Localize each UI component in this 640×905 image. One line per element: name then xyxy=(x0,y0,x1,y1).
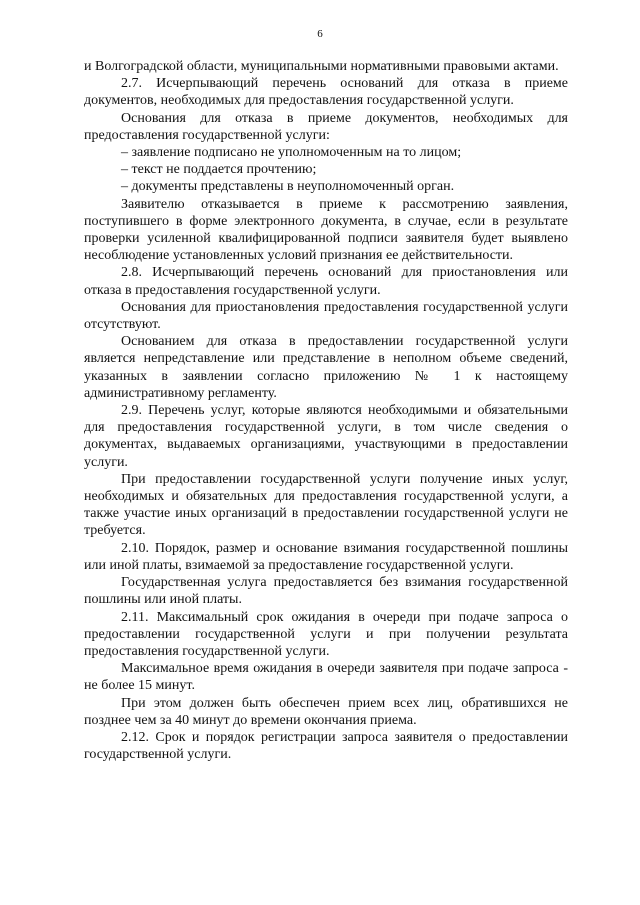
paragraph-2-9-heading: 2.9. Перечень услуг, которые являются необходимыми и обязательными для предоставления государственной услуги, в том числе сведения о документах, выдаваемых организациями, участвующими в предоставлении услуги. xyxy=(84,403,568,470)
paragraph-no-suspension: Основания для приостановления предоставления государственной услуги отсутствуют. xyxy=(84,299,568,333)
paragraph-reception-guarantee: При этом должен быть обеспечен прием всех лиц, обратившихся не позднее чем за 40 минут до времени окончания приема. xyxy=(84,695,568,728)
paragraph-2-10-heading: 2.10. Порядок, размер и основание взимания государственной пошлины или иной платы, взимаемой за предоставление государственной услуги. xyxy=(84,540,568,573)
paragraph-max-wait: Максимальное время ожидания в очереди заявителя при подаче запроса - не более 15 минут. xyxy=(84,661,568,694)
list-item-unreadable-text: – текст не поддается прочтению; xyxy=(121,162,317,178)
paragraph-2-11-heading: 2.11. Максимальный срок ожидания в очереди при подаче запроса о предоставлении государственной услуги и при получении результата предоставления государственной услуги. xyxy=(84,609,568,659)
paragraph-2-12-heading: 2.12. Срок и порядок регистрации запроса заявителя о предоставлении государственной услуги. xyxy=(84,729,568,763)
paragraph-grounds-refusal: Основания для отказа в приеме документов, необходимых для предоставления государственной услуги: xyxy=(84,110,568,143)
paragraph-2-8-heading: 2.8. Исчерпывающий перечень оснований для приостановления или отказа в предоставления государственной услуги. xyxy=(84,265,568,298)
paragraph-2-7-heading: 2.7. Исчерпывающий перечень оснований для отказа в приеме документов, необходимых для предоставления государственной услуги. xyxy=(84,76,568,109)
paragraph-no-other-services: При предоставлении государственной услуги получение иных услуг, необходимых и обязательных для предоставления государственной услуги, а также участие иных организаций в предоставлении государственной услуги не требуется. xyxy=(84,471,568,539)
paragraph-electronic-document-refusal: Заявителю отказывается в приеме к рассмотрению заявления, поступившего в форме электронного документа, в случае, если в результате проверки усиленной квалифицированной подписи заявителя будет выявлено несоблюдение установленных условий признания ее действительности. xyxy=(84,196,568,264)
document-body xyxy=(84,58,568,763)
paragraph-no-fee: Государственная услуга предоставляется без взимания государственной пошлины или иной платы. xyxy=(84,575,568,608)
paragraph-continuation: и Волгоградской области, муниципальными нормативными правовыми актами. xyxy=(84,59,559,74)
list-item-wrong-authority: – документы представлены в неуполномоченный орган. xyxy=(121,179,455,195)
paragraph-refusal-basis: Основанием для отказа в предоставлении государственной услуги является непредставление или представление в неполном объеме сведений, указанных в заявлении согласно приложению № 1 к настоящему административному регламенту. xyxy=(84,334,568,401)
list-item-unauthorized-signature: – заявление подписано не уполномоченным на то лицом; xyxy=(121,145,462,161)
page-number: 6 xyxy=(317,28,323,40)
